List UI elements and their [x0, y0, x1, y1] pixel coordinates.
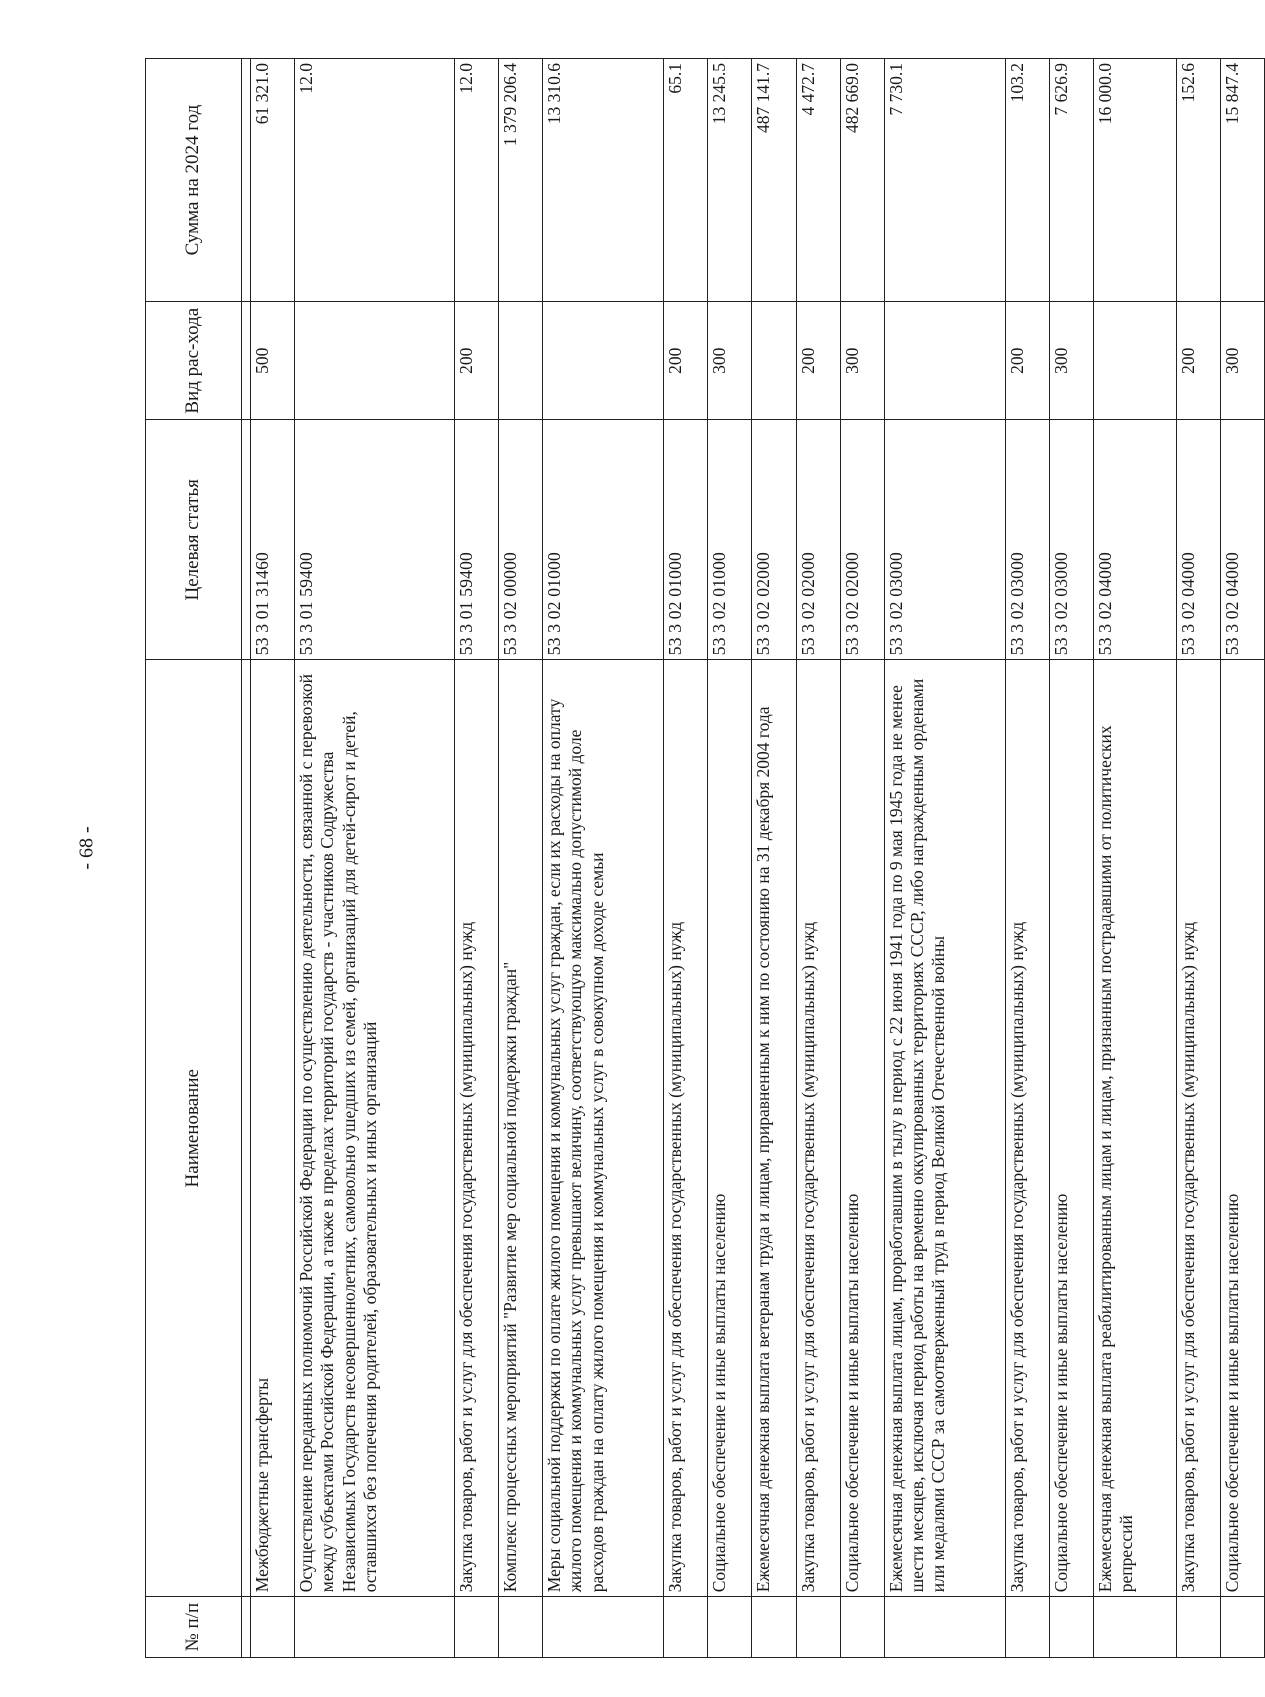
cell-name: Ежемесячная денежная выплата ветеранам труда и лицам, приравненным к ним по состоянию на 31 декабря 2004 года — [752, 660, 796, 1597]
table-row — [251, 59, 295, 1658]
cell-name: Межбюджетные трансферты — [251, 660, 295, 1597]
budget-table-container — [145, 58, 1265, 1658]
cell-num — [1049, 1597, 1093, 1658]
cell-sum: 16 000.0 — [1094, 59, 1177, 302]
cell-vid: 200 — [1005, 302, 1049, 420]
cell-code: 53 3 01 59400 — [454, 420, 498, 660]
table-row — [1094, 59, 1177, 1658]
table-body — [251, 59, 1265, 1658]
spacer-cell — [242, 1597, 251, 1658]
cell-num — [454, 1597, 498, 1658]
cell-num — [796, 1597, 840, 1658]
cell-sum: 65.1 — [664, 59, 708, 302]
cell-sum: 482 669.0 — [840, 59, 884, 302]
cell-sum: 7 730.1 — [884, 59, 1005, 302]
table-row — [1049, 59, 1093, 1658]
header-name: Наименование — [146, 660, 242, 1597]
cell-num — [1005, 1597, 1049, 1658]
spacer-cell — [242, 660, 251, 1597]
cell-sum: 13 245.5 — [708, 59, 752, 302]
cell-num — [1094, 1597, 1177, 1658]
cell-num — [543, 1597, 664, 1658]
cell-sum: 61 321.0 — [251, 59, 295, 302]
cell-num — [664, 1597, 708, 1658]
cell-name: Социальное обеспечение и иные выплаты населению — [1049, 660, 1093, 1597]
table-row — [543, 59, 664, 1658]
page-number: - 68 - — [75, 826, 98, 870]
cell-code: 53 3 01 31460 — [251, 420, 295, 660]
cell-num — [251, 1597, 295, 1658]
cell-code: 53 3 02 03000 — [1049, 420, 1093, 660]
cell-sum: 4 472.7 — [796, 59, 840, 302]
cell-num — [1176, 1597, 1220, 1658]
table-row — [499, 59, 543, 1658]
cell-name: Социальное обеспечение и иные выплаты населению — [840, 660, 884, 1597]
cell-code: 53 3 02 01000 — [543, 420, 664, 660]
cell-code: 53 3 02 00000 — [499, 420, 543, 660]
cell-num — [295, 1597, 455, 1658]
cell-code: 53 3 01 59400 — [295, 420, 455, 660]
spacer-cell — [242, 302, 251, 420]
cell-vid: 300 — [708, 302, 752, 420]
cell-name: Осуществление переданных полномочий Российской Федерации по осуществлению деятельности, связанной с перевозкой между субъектами Российской Федерации, а также в пределах территорий государств - участников Содружества Независимых Государств несовершеннолетних, самовольно ушедших из семей, организаций для детей-сирот и детей, оставшихся без попечения родителей, образовательных и иных организаций — [295, 660, 455, 1597]
cell-num — [752, 1597, 796, 1658]
table-row — [295, 59, 455, 1658]
cell-vid: 300 — [840, 302, 884, 420]
cell-num — [840, 1597, 884, 1658]
cell-vid: 200 — [454, 302, 498, 420]
table-row — [1005, 59, 1049, 1658]
cell-sum: 12.0 — [454, 59, 498, 302]
header-sum: Сумма на 2024 год — [146, 59, 242, 302]
table-header-row — [146, 59, 242, 1658]
cell-sum: 13 310.6 — [543, 59, 664, 302]
cell-vid — [752, 302, 796, 420]
table-row — [1220, 59, 1264, 1658]
cell-vid — [499, 302, 543, 420]
cell-vid: 200 — [1176, 302, 1220, 420]
cell-vid: 300 — [1220, 302, 1264, 420]
table-row — [840, 59, 884, 1658]
cell-code: 53 3 02 04000 — [1094, 420, 1177, 660]
cell-vid — [884, 302, 1005, 420]
cell-name: Ежемесячная денежная выплата лицам, проработавшим в тылу в период с 22 июня 1941 года по 9 мая 1945 года не менее шести месяцев, исключая период работы на временно оккупированных территориях СССР, либо награжденным орденами или медалями СССР за самоотверженный труд в период Великой Отечественной войны — [884, 660, 1005, 1597]
spacer-cell — [242, 59, 251, 302]
header-code: Целевая статья — [146, 420, 242, 660]
cell-name: Закупка товаров, работ и услуг для обеспечения государственных (муниципальных) нужд — [796, 660, 840, 1597]
cell-vid: 300 — [1049, 302, 1093, 420]
cell-name: Меры социальной поддержки по оплате жилого помещения и коммунальных услуг граждан, если их расходы на оплату жилого помещения и коммунальных услуг превышают величину, соответствующую максимально допустимой доле расходов граждан на оплату жилого помещения и коммунальных услуг в совокупном доходе семьи — [543, 660, 664, 1597]
cell-name: Социальное обеспечение и иные выплаты населению — [708, 660, 752, 1597]
cell-num — [1220, 1597, 1264, 1658]
cell-code: 53 3 02 02000 — [752, 420, 796, 660]
cell-vid — [295, 302, 455, 420]
cell-sum: 7 626.9 — [1049, 59, 1093, 302]
cell-num — [499, 1597, 543, 1658]
cell-name: Комплекс процессных мероприятий "Развитие мер социальной поддержки граждан" — [499, 660, 543, 1597]
cell-sum: 487 141.7 — [752, 59, 796, 302]
cell-name: Социальное обеспечение и иные выплаты населению — [1220, 660, 1264, 1597]
table-row — [708, 59, 752, 1658]
cell-sum: 1 379 206.4 — [499, 59, 543, 302]
cell-num — [708, 1597, 752, 1658]
cell-name: Закупка товаров, работ и услуг для обеспечения государственных (муниципальных) нужд — [1176, 660, 1220, 1597]
budget-table — [145, 58, 1265, 1658]
header-num: № п/п — [146, 1597, 242, 1658]
cell-code: 53 3 02 01000 — [664, 420, 708, 660]
cell-vid: 200 — [796, 302, 840, 420]
cell-code: 53 3 02 01000 — [708, 420, 752, 660]
cell-name: Закупка товаров, работ и услуг для обеспечения государственных (муниципальных) нужд — [454, 660, 498, 1597]
header-spacer-row — [242, 59, 251, 1658]
cell-code: 53 3 02 04000 — [1176, 420, 1220, 660]
cell-code: 53 3 02 02000 — [840, 420, 884, 660]
table-row — [454, 59, 498, 1658]
cell-sum: 12.0 — [295, 59, 455, 302]
cell-vid — [543, 302, 664, 420]
table-row — [1176, 59, 1220, 1658]
cell-vid — [1094, 302, 1177, 420]
cell-code: 53 3 02 03000 — [1005, 420, 1049, 660]
header-vid: Вид рас-хода — [146, 302, 242, 420]
cell-name: Закупка товаров, работ и услуг для обеспечения государственных (муниципальных) нужд — [664, 660, 708, 1597]
cell-vid: 200 — [664, 302, 708, 420]
table-row — [796, 59, 840, 1658]
cell-code: 53 3 02 03000 — [884, 420, 1005, 660]
cell-code: 53 3 02 04000 — [1220, 420, 1264, 660]
table-row — [884, 59, 1005, 1658]
table-row — [664, 59, 708, 1658]
spacer-cell — [242, 420, 251, 660]
cell-code: 53 3 02 02000 — [796, 420, 840, 660]
cell-name: Закупка товаров, работ и услуг для обеспечения государственных (муниципальных) нужд — [1005, 660, 1049, 1597]
cell-sum: 152.6 — [1176, 59, 1220, 302]
cell-sum: 15 847.4 — [1220, 59, 1264, 302]
table-row — [752, 59, 796, 1658]
cell-vid: 500 — [251, 302, 295, 420]
cell-num — [884, 1597, 1005, 1658]
cell-name: Ежемесячная денежная выплата реабилитированным лицам и лицам, признанным пострадавшими от политических репрессий — [1094, 660, 1177, 1597]
cell-sum: 103.2 — [1005, 59, 1049, 302]
